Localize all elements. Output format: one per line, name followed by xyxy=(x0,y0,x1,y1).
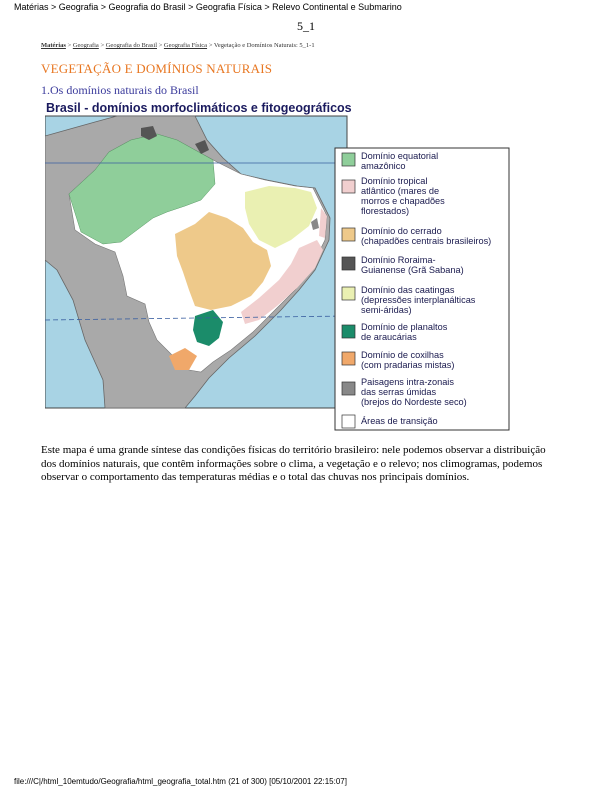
legend-label: Domínio de coxilhas xyxy=(361,350,444,360)
legend-swatch xyxy=(342,228,355,241)
legend-label: Domínio equatorial xyxy=(361,151,439,161)
body-paragraph: Este mapa é uma grande síntese das condições físicas do território brasileiro: nele podemos observar a distribuição dos domínios naturais, que contêm informações sobre o clima, a vegetação e o relevo; nos climogramas, podemos observar o comportamento das temperaturas médias e o total das chuvas nos principais domínios. xyxy=(41,444,546,484)
legend-label: Domínio Roraima- xyxy=(361,255,436,265)
legend-label: Domínio do cerrado xyxy=(361,226,442,236)
breadcrumb-link-geografia[interactable]: Geografia xyxy=(72,42,99,49)
breadcrumb-separator: > xyxy=(65,42,73,49)
legend-label: (brejos do Nordeste seco) xyxy=(361,397,467,407)
legend-label: Domínio tropical xyxy=(361,176,428,186)
legend-label: Domínio das caatingas xyxy=(361,285,455,295)
subsection-title: 1.Os domínios naturais do Brasil xyxy=(41,83,199,97)
breadcrumb-separator: > xyxy=(207,42,214,49)
legend-label: atlântico (mares de xyxy=(361,186,440,196)
top-breadcrumb-header: Matérias > Geografia > Geografia do Brasil > Geografia Física > Relevo Continental e Submarino xyxy=(14,2,402,12)
legend-label: (depressões interplanálticas xyxy=(361,295,476,305)
breadcrumb xyxy=(41,42,315,49)
legend-swatch xyxy=(342,325,355,338)
breadcrumb-separator: > xyxy=(157,42,164,49)
breadcrumb-current: Vegetação e Domínios Naturais: 5_1-1 xyxy=(213,42,315,49)
breadcrumb-link-geografia-fisica[interactable]: Geografia Física xyxy=(163,42,208,49)
brazil-domains-map xyxy=(45,100,510,432)
legend-label: Domínio de planaltos xyxy=(361,322,448,332)
section-title: VEGETAÇÃO E DOMÍNIOS NATURAIS xyxy=(41,61,273,76)
legend-label: Guianense (Grã Sabana) xyxy=(361,265,464,275)
legend-swatch xyxy=(342,257,355,270)
legend-swatch xyxy=(342,382,355,395)
legend-swatch xyxy=(342,153,355,166)
legend-label: das serras úmidas xyxy=(361,387,437,397)
legend-label: (chapadões centrais brasileiros) xyxy=(361,236,492,246)
legend-label: Paisagens intra-zonais xyxy=(361,377,454,387)
page-footer-url: file:///C|/html_10emtudo/Geografia/html_geografia_total.htm (21 of 300) [05/10/2001 22:15:07] xyxy=(14,777,347,786)
legend-swatch xyxy=(342,352,355,365)
legend-label: (com pradarias mistas) xyxy=(361,360,455,370)
breadcrumb-link-geografia-brasil[interactable]: Geografia do Brasil xyxy=(105,42,157,49)
legend-label: amazônico xyxy=(361,161,406,171)
legend-label: semi-áridas) xyxy=(361,305,412,315)
breadcrumb-separator: > xyxy=(98,42,106,49)
legend-label: florestados) xyxy=(361,206,410,216)
legend-label: morros e chapadões xyxy=(361,196,445,206)
legend-swatch xyxy=(342,287,355,300)
breadcrumb-link-materias[interactable]: Matérias xyxy=(41,42,66,49)
legend-label: Áreas de transição xyxy=(361,416,438,426)
legend-swatch xyxy=(342,180,355,193)
legend-swatch xyxy=(342,415,355,428)
legend-label: de araucárias xyxy=(361,332,417,342)
map-title: Brasil - domínios morfoclimáticos e fitogeográficos xyxy=(46,101,352,115)
page-number: 5_1 xyxy=(297,19,315,33)
